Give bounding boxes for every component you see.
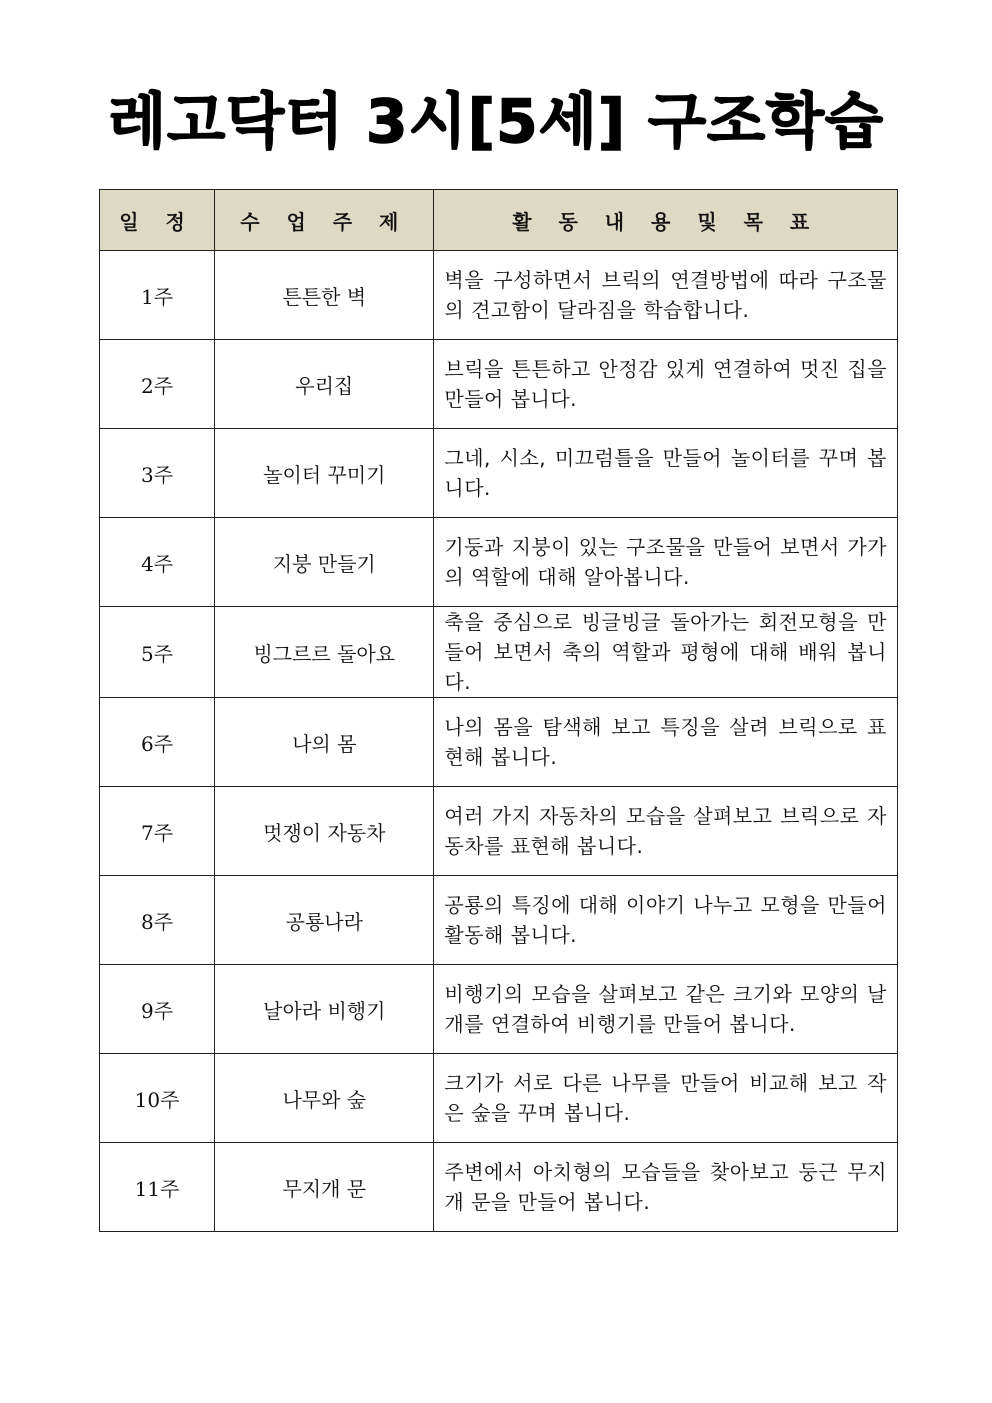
week-cell: 10주	[100, 1054, 215, 1143]
table-row	[100, 876, 898, 965]
topic-cell: 나무와 숲	[215, 1054, 434, 1143]
topic-cell: 튼튼한 벽	[215, 251, 434, 340]
table-row	[100, 965, 898, 1054]
description-cell: 비행기의 모습을 살펴보고 같은 크기와 모양의 날개를 연결하여 비행기를 만들어 봅니다.	[434, 965, 898, 1054]
page-title: 레고닥터 3시[5세] 구조학습	[108, 87, 884, 157]
week-cell: 2주	[100, 340, 215, 429]
header-desc: 활 동 내 용 및 목 표	[434, 190, 898, 251]
topic-cell: 무지개 문	[215, 1143, 434, 1232]
description-cell: 브릭을 튼튼하고 안정감 있게 연결하여 멋진 집을 만들어 봅니다.	[434, 340, 898, 429]
week-cell: 6주	[100, 698, 215, 787]
topic-cell: 날아라 비행기	[215, 965, 434, 1054]
week-cell: 1주	[100, 251, 215, 340]
table-row	[100, 698, 898, 787]
header-week: 일 정	[100, 190, 215, 251]
topic-cell: 멋쟁이 자동차	[215, 787, 434, 876]
table-row	[100, 518, 898, 607]
topic-cell: 공룡나라	[215, 876, 434, 965]
curriculum-table	[99, 189, 898, 1232]
table-row	[100, 607, 898, 698]
table-row	[100, 340, 898, 429]
table-row	[100, 787, 898, 876]
table-row	[100, 1054, 898, 1143]
week-cell: 7주	[100, 787, 215, 876]
week-cell: 9주	[100, 965, 215, 1054]
description-cell: 기둥과 지붕이 있는 구조물을 만들어 보면서 가가의 역할에 대해 알아봅니다.	[434, 518, 898, 607]
table-row	[100, 251, 898, 340]
topic-cell: 우리집	[215, 340, 434, 429]
topic-cell: 빙그르르 돌아요	[215, 607, 434, 698]
description-cell: 여러 가지 자동차의 모습을 살펴보고 브릭으로 자동차를 표현해 봅니다.	[434, 787, 898, 876]
topic-cell: 지붕 만들기	[215, 518, 434, 607]
table-body	[100, 251, 898, 1232]
week-cell: 11주	[100, 1143, 215, 1232]
description-cell: 크기가 서로 다른 나무를 만들어 비교해 보고 작은 숲을 꾸며 봅니다.	[434, 1054, 898, 1143]
topic-cell: 나의 몸	[215, 698, 434, 787]
description-cell: 공룡의 특징에 대해 이야기 나누고 모형을 만들어 활동해 봅니다.	[434, 876, 898, 965]
description-cell: 벽을 구성하면서 브릭의 연결방법에 따라 구조물의 견고함이 달라짐을 학습합니다.	[434, 251, 898, 340]
week-cell: 5주	[100, 607, 215, 698]
week-cell: 4주	[100, 518, 215, 607]
week-cell: 3주	[100, 429, 215, 518]
table-row	[100, 429, 898, 518]
description-cell: 축을 중심으로 빙글빙글 돌아가는 회전모형을 만들어 보면서 축의 역할과 평형에 대해 배워 봅니다.	[434, 607, 898, 698]
description-cell: 나의 몸을 탐색해 보고 특징을 살려 브릭으로 표현해 봅니다.	[434, 698, 898, 787]
description-cell: 그네, 시소, 미끄럼틀을 만들어 놀이터를 꾸며 봅니다.	[434, 429, 898, 518]
header-topic: 수 업 주 제	[215, 190, 434, 251]
table-header-row	[100, 190, 898, 251]
table-row	[100, 1143, 898, 1232]
topic-cell: 놀이터 꾸미기	[215, 429, 434, 518]
description-cell: 주변에서 아치형의 모습들을 찾아보고 둥근 무지개 문을 만들어 봅니다.	[434, 1143, 898, 1232]
week-cell: 8주	[100, 876, 215, 965]
